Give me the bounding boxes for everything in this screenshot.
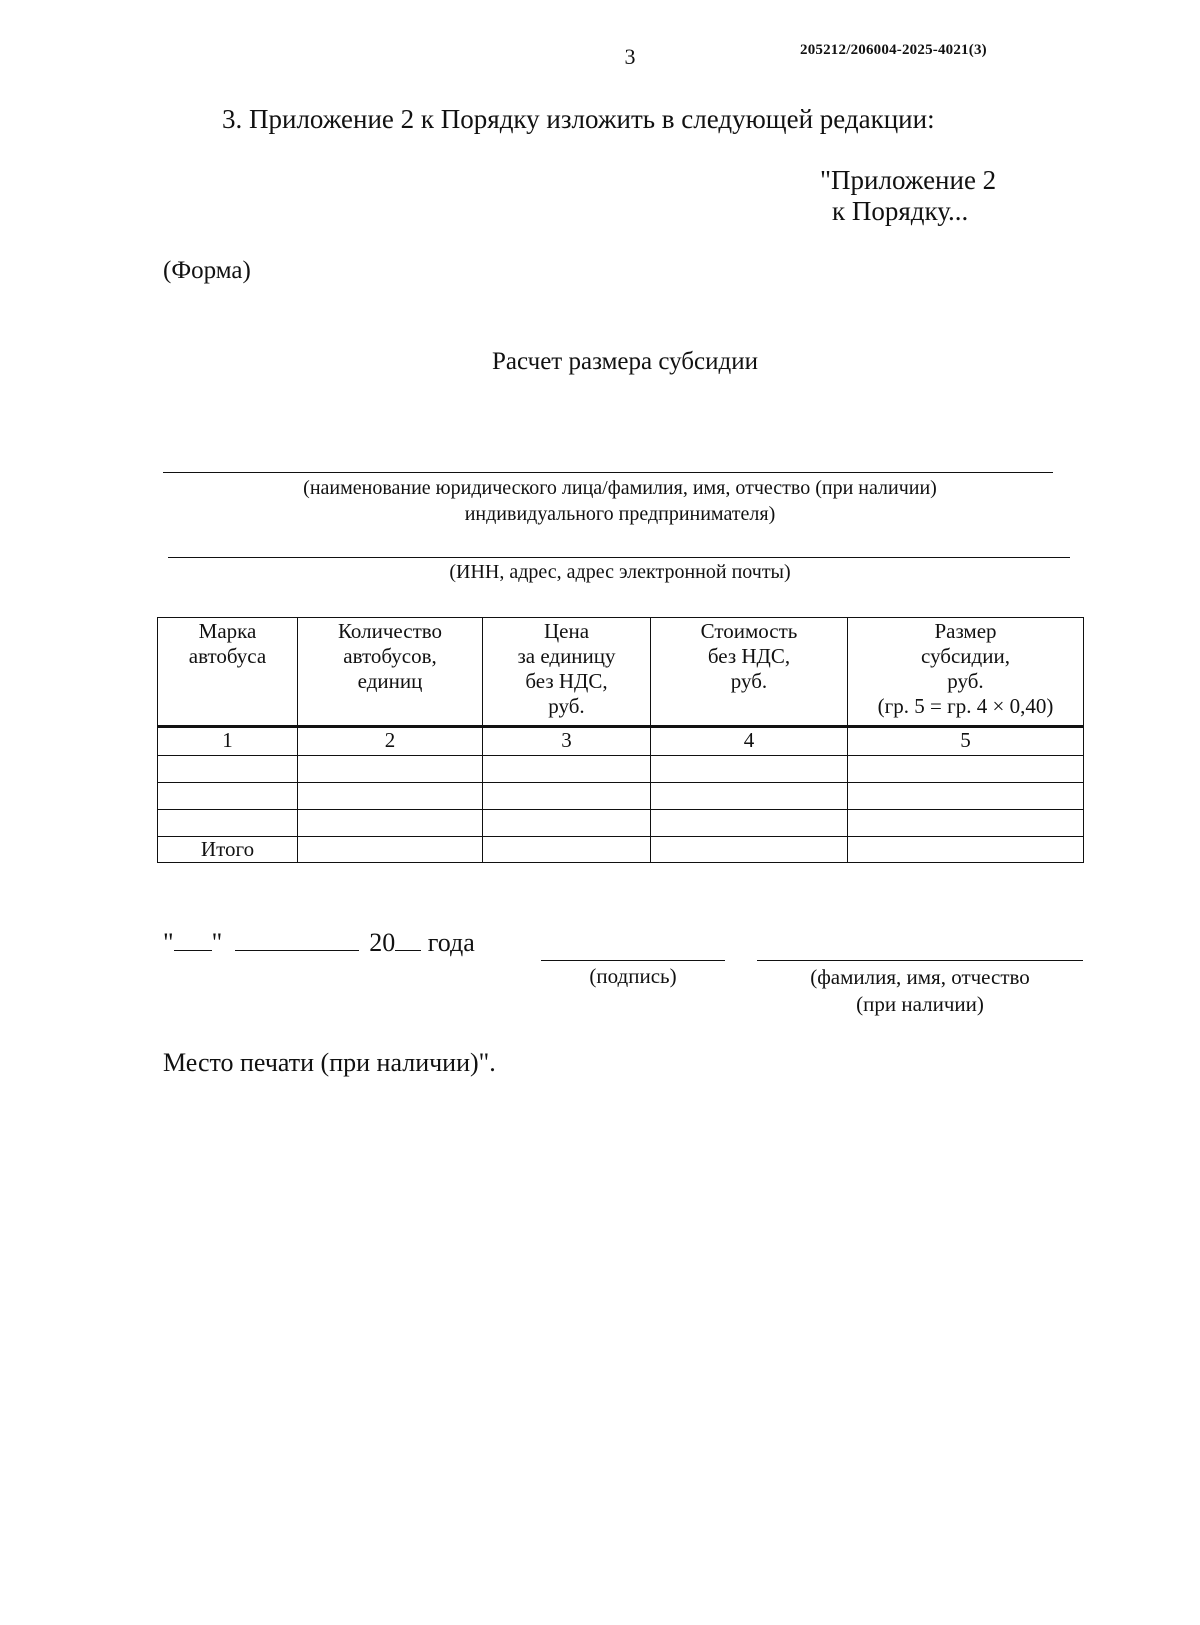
table-cell	[298, 837, 483, 863]
header-text: без НДС,	[707, 644, 791, 668]
column-number: 5	[848, 727, 1084, 756]
table-header-row	[158, 618, 1084, 727]
column-header-unit-price	[483, 618, 651, 727]
table-cell	[298, 756, 483, 783]
entity-name-line	[163, 472, 1053, 473]
month-blank	[235, 930, 359, 951]
header-text: без НДС,	[525, 669, 608, 693]
contact-info-line	[168, 557, 1070, 558]
header-text: Количество	[337, 619, 443, 643]
appendix-reference-line2: к Порядку...	[832, 196, 969, 226]
header-text: единиц	[357, 669, 423, 693]
contact-info-caption: (ИНН, адрес, адрес электронной почты)	[449, 561, 791, 583]
full-name-caption-line1: (фамилия, имя, отчество	[810, 965, 1030, 989]
appendix-reference	[820, 165, 996, 227]
table-cell	[848, 810, 1084, 837]
header-text: руб.	[947, 669, 984, 693]
column-number: 2	[298, 727, 483, 756]
column-header-brand	[158, 618, 298, 727]
subsidy-table	[157, 617, 1084, 863]
day-blank	[174, 930, 212, 951]
header-text: Марка	[198, 619, 257, 643]
table-row	[158, 783, 1084, 810]
table-cell	[298, 783, 483, 810]
stamp-note: Место печати (при наличии)".	[163, 1048, 496, 1077]
table-cell	[651, 756, 848, 783]
table-cell	[483, 756, 651, 783]
year-prefix: 20	[369, 928, 396, 957]
date-line	[163, 928, 475, 958]
document-title: Расчет размера субсидии	[492, 348, 758, 375]
column-number-row	[158, 727, 1084, 756]
table-row	[158, 756, 1084, 783]
header-text: Размер	[934, 619, 997, 643]
full-name-caption	[757, 964, 1083, 1018]
year-suffix: года	[427, 928, 475, 957]
column-header-cost	[651, 618, 848, 727]
table-cell	[651, 810, 848, 837]
total-label: Итого	[158, 837, 298, 863]
year-blank	[395, 930, 421, 951]
signature-line	[541, 960, 725, 961]
table-cell	[651, 837, 848, 863]
table-cell	[848, 756, 1084, 783]
header-text: Цена	[543, 619, 590, 643]
table-cell	[158, 756, 298, 783]
table-cell	[848, 783, 1084, 810]
date-open-quote: "	[163, 928, 174, 957]
appendix-reference-line1: "Приложение 2	[820, 165, 997, 195]
header-text: за единицу	[517, 644, 616, 668]
header-text: субсидии,	[921, 644, 1010, 668]
table-cell	[848, 837, 1084, 863]
table-cell	[483, 810, 651, 837]
column-header-quantity	[298, 618, 483, 727]
form-label: (Форма)	[163, 257, 251, 284]
table-cell	[158, 783, 298, 810]
entity-name-caption-line1: (наименование юридического лица/фамилия, имя, отчество (при наличии)	[303, 477, 937, 499]
header-text: автобуса	[188, 644, 267, 668]
header-text: Стоимость	[700, 619, 798, 643]
full-name-line	[757, 960, 1083, 961]
entity-name-caption	[170, 475, 1070, 527]
table-cell	[298, 810, 483, 837]
header-text: (гр. 5 = гр. 4 × 0,40)	[877, 694, 1054, 718]
date-close-quote: "	[211, 928, 223, 957]
amendment-heading: 3. Приложение 2 к Порядку изложить в следующей редакции:	[222, 104, 935, 134]
page-number: 3	[624, 44, 636, 69]
full-name-caption-line2: (при наличии)	[856, 992, 984, 1016]
column-header-subsidy	[848, 618, 1084, 727]
column-number: 1	[158, 727, 298, 756]
column-number: 4	[651, 727, 848, 756]
entity-name-caption-line2: индивидуального предпринимателя)	[464, 503, 776, 525]
header-text: автобусов,	[343, 644, 437, 668]
column-number: 3	[483, 727, 651, 756]
table-cell	[483, 783, 651, 810]
header-text: руб.	[730, 669, 768, 693]
total-row	[158, 837, 1084, 863]
table-cell	[483, 837, 651, 863]
table-row	[158, 810, 1084, 837]
table-cell	[651, 783, 848, 810]
signature-caption: (подпись)	[589, 964, 677, 988]
document-id: 205212/206004-2025-4021(3)	[800, 42, 987, 58]
table-cell	[158, 810, 298, 837]
header-text: руб.	[548, 694, 585, 718]
